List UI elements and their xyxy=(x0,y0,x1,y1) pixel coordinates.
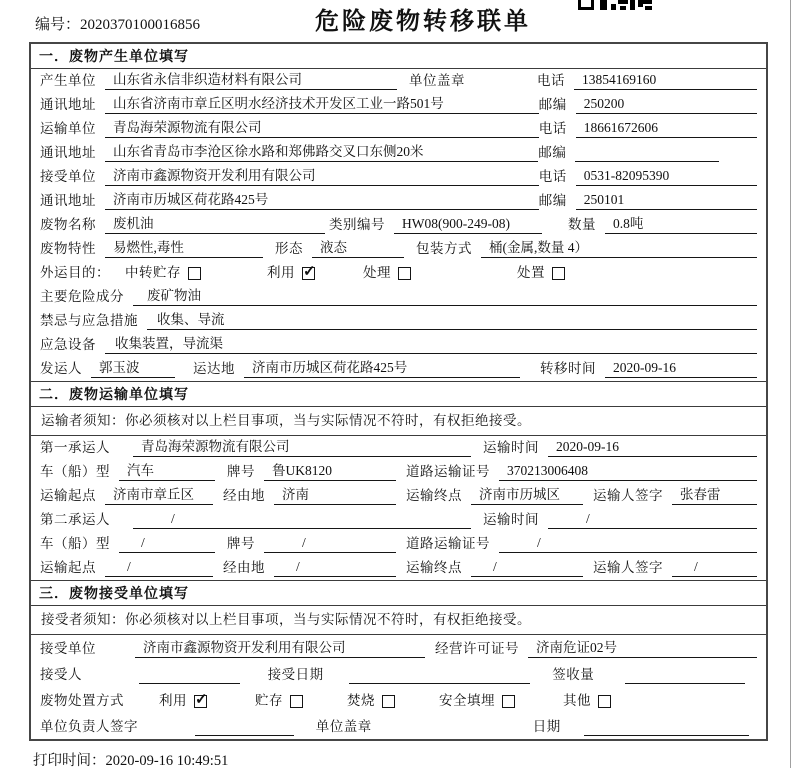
carrier1-via-label: 经由地 xyxy=(223,488,265,503)
purpose-option-use-label: 利用 xyxy=(267,265,295,280)
disposal-option-incinerate-label: 焚烧 xyxy=(347,693,375,708)
row-consignor xyxy=(31,357,766,381)
row-transporter xyxy=(31,117,766,141)
carrier2-sign-label: 运输人签字 xyxy=(593,560,663,575)
seal-label: 单位盖章 xyxy=(409,73,465,88)
row-emergency-equipment xyxy=(31,333,766,357)
carrier1-time-label: 运输时间 xyxy=(483,440,539,455)
hazard-value: 废矿物油 xyxy=(133,287,757,306)
checkbox-icon xyxy=(290,695,303,708)
carrier2-plate-value: / xyxy=(264,534,396,553)
manifest-form xyxy=(29,42,768,741)
character-value: 易燃性,毒性 xyxy=(105,239,263,258)
row-waste-name xyxy=(31,213,766,237)
head-sign-label: 单位负责人签字 xyxy=(40,719,138,734)
carrier1-plate-label: 牌号 xyxy=(227,464,255,479)
carrier1-via-value: 济南 xyxy=(274,486,396,505)
carrier2-permit-value: / xyxy=(499,534,757,553)
transporter-addr-value: 山东省青岛市李沧区徐水路和郑佛路交叉口东侧20米 xyxy=(105,143,538,162)
transporter-value: 青岛海荣源物流有限公司 xyxy=(105,119,539,138)
taboo-label: 禁忌与应急措施 xyxy=(40,313,138,328)
carrier2-label: 第二承运人 xyxy=(40,512,110,527)
producer-addr-value: 山东省济南市章丘区明水经济技术开发区工业一路501号 xyxy=(105,95,539,114)
disposal-option-use xyxy=(159,692,207,710)
section2-heading: 二．废物运输单位填写 xyxy=(31,381,766,407)
head-sign-value xyxy=(195,718,294,736)
carrier1-time-value: 2020-09-16 xyxy=(548,438,757,457)
transfer-time-value: 2020-09-16 xyxy=(605,359,757,378)
producer-addr-label: 通讯地址 xyxy=(40,97,96,112)
producer-phone-label: 电话 xyxy=(537,73,565,88)
row-head-signature xyxy=(31,713,766,739)
receiver-addr-label: 通讯地址 xyxy=(40,193,96,208)
carrier2-time-label: 运输时间 xyxy=(483,512,539,527)
carrier1-origin-value: 济南市章丘区 xyxy=(105,486,213,505)
receiver-phone-value: 0531-82095390 xyxy=(576,167,757,186)
consignor-value: 郭玉波 xyxy=(91,359,175,378)
receiver-addr-value: 济南市历城区荷花路425号 xyxy=(105,191,539,210)
waste-name-value: 废机油 xyxy=(105,215,325,234)
receiver-zip-label: 邮编 xyxy=(538,193,567,208)
destination-label: 运达地 xyxy=(193,361,235,376)
row-transporter-address xyxy=(31,141,766,165)
row-waste-character xyxy=(31,237,766,261)
carrier1-origin-label: 运输起点 xyxy=(40,488,96,503)
carrier1-value: 青岛海荣源物流有限公司 xyxy=(133,438,471,457)
print-time-value: 2020-09-16 10:49:51 xyxy=(105,753,229,769)
row-second-carrier xyxy=(31,508,766,532)
receiver-phone-label: 电话 xyxy=(538,169,567,184)
license-value: 济南危证02号 xyxy=(528,639,757,658)
transfer-time-label: 转移时间 xyxy=(540,361,596,376)
quantity-label: 数量 xyxy=(568,217,596,232)
row-taboo-measures xyxy=(31,309,766,333)
row-acceptor xyxy=(31,661,766,687)
carrier1-sign-label: 运输人签字 xyxy=(593,488,663,503)
row-hazard-component xyxy=(31,285,766,309)
purpose-option-treat-label: 处理 xyxy=(363,265,391,280)
section3-heading: 三．废物接受单位填写 xyxy=(31,580,766,606)
carrier2-origin-value: / xyxy=(105,558,213,577)
equipment-label: 应急设备 xyxy=(40,337,96,352)
checkbox-icon xyxy=(552,267,565,280)
receiver-zip-value: 250101 xyxy=(576,191,757,210)
hazard-label: 主要危险成分 xyxy=(40,289,124,304)
accept-date-label: 接受日期 xyxy=(267,667,324,682)
row-first-route xyxy=(31,484,766,508)
row-transfer-purpose xyxy=(31,261,766,285)
transporter-label: 运输单位 xyxy=(40,121,96,136)
taboo-value: 收集、导流 xyxy=(147,311,757,330)
checkbox-icon xyxy=(598,695,611,708)
quantity-value: 0.8吨 xyxy=(605,215,757,234)
received-qty-label: 签收量 xyxy=(552,667,595,682)
checkbox-icon xyxy=(188,267,201,280)
row-producer xyxy=(31,69,766,93)
print-time-label: 打印时间： xyxy=(33,753,106,769)
row-disposal-method xyxy=(31,687,766,713)
acceptor-label: 接受人 xyxy=(40,667,82,682)
acceptor-notice: 接受者须知：你必须核对以上栏目事项，当与实际情况不符时，有权拒绝接受。 xyxy=(31,606,766,635)
date-label: 日期 xyxy=(532,719,561,734)
purpose-label: 外运目的： xyxy=(40,265,110,280)
waste-name-label: 废物名称 xyxy=(40,217,96,232)
carrier2-time-value: / xyxy=(548,510,757,529)
disposal-label: 废物处置方式 xyxy=(40,693,124,708)
carrier2-via-label: 经由地 xyxy=(223,560,265,575)
purpose-option-dispose xyxy=(517,264,565,282)
producer-zip-value: 250200 xyxy=(576,95,757,114)
consignor-label: 发运人 xyxy=(40,361,82,376)
packing-label: 包装方式 xyxy=(416,241,472,256)
accept-date-value xyxy=(349,666,531,684)
category-value: HW08(900-249-08) xyxy=(394,215,542,234)
row-producer-address xyxy=(31,93,766,117)
accepting-unit-value: 济南市鑫源物资开发利用有限公司 xyxy=(135,639,425,658)
transporter-phone-label: 电话 xyxy=(538,121,567,136)
category-label: 类别编号 xyxy=(329,217,385,232)
row-first-vehicle xyxy=(31,460,766,484)
purpose-option-use xyxy=(267,264,315,282)
row-second-vehicle xyxy=(31,532,766,556)
disposal-option-storage xyxy=(255,692,303,710)
date-value xyxy=(584,718,749,736)
disposal-option-other-label: 其他 xyxy=(563,693,591,708)
carrier1-permit-value: 370213006408 xyxy=(499,462,757,481)
carrier1-end-value: 济南市历城区 xyxy=(471,486,583,505)
carrier2-vehicle-label: 车（船）型 xyxy=(40,536,110,551)
unit-seal-label: 单位盖章 xyxy=(315,719,372,734)
purpose-option-storage-label: 中转贮存 xyxy=(125,265,181,280)
checkbox-icon xyxy=(398,267,411,280)
section1-heading: 一．废物产生单位填写 xyxy=(31,44,766,69)
equipment-value: 收集装置，导流渠 xyxy=(105,335,757,354)
carrier1-vehicle-value: 汽车 xyxy=(119,462,215,481)
carrier2-plate-label: 牌号 xyxy=(227,536,255,551)
purpose-option-storage xyxy=(125,264,201,282)
carrier1-label: 第一承运人 xyxy=(40,440,110,455)
carrier1-permit-label: 道路运输证号 xyxy=(406,464,490,479)
purpose-option-dispose-label: 处置 xyxy=(517,265,545,280)
producer-label: 产生单位 xyxy=(40,73,96,88)
carrier1-end-label: 运输终点 xyxy=(406,488,462,503)
transporter-notice: 运输者须知：你必须核对以上栏目事项，当与实际情况不符时，有权拒绝接受。 xyxy=(31,407,766,436)
carrier2-end-label: 运输终点 xyxy=(406,560,462,575)
transporter-addr-label: 通讯地址 xyxy=(40,145,96,160)
checkbox-icon xyxy=(194,695,207,708)
disposal-option-use-label: 利用 xyxy=(159,693,187,708)
disposal-option-landfill-label: 安全填埋 xyxy=(439,693,495,708)
carrier1-plate-value: 鲁UK8120 xyxy=(264,462,396,481)
carrier2-end-value: / xyxy=(471,558,583,577)
receiver-value: 济南市鑫源物资开发利用有限公司 xyxy=(105,167,539,186)
print-time-line xyxy=(33,749,228,770)
page-right-edge xyxy=(790,0,791,768)
carrier1-sign-value: 张春雷 xyxy=(672,486,757,505)
receiver-label: 接受单位 xyxy=(40,169,96,184)
row-receiver-address xyxy=(31,189,766,213)
form-value: 液态 xyxy=(312,239,404,258)
carrier2-origin-label: 运输起点 xyxy=(40,560,96,575)
row-receiver xyxy=(31,165,766,189)
row-accepting-unit xyxy=(31,635,766,661)
carrier1-vehicle-label: 车（船）型 xyxy=(40,464,110,479)
qr-code-fragment xyxy=(578,0,652,11)
carrier2-permit-label: 道路运输证号 xyxy=(406,536,490,551)
carrier2-value: / xyxy=(133,510,471,529)
checkbox-icon xyxy=(382,695,395,708)
carrier2-sign-value: / xyxy=(672,558,757,577)
disposal-option-other xyxy=(563,692,611,710)
serial-value: 2020370100016856 xyxy=(80,17,201,33)
acceptor-value xyxy=(139,666,240,684)
row-first-carrier xyxy=(31,436,766,460)
disposal-option-storage-label: 贮存 xyxy=(255,693,283,708)
carrier2-via-value: / xyxy=(274,558,396,577)
row-second-route xyxy=(31,556,766,580)
disposal-option-incinerate xyxy=(347,692,395,710)
received-qty-value xyxy=(625,666,745,684)
form-label: 形态 xyxy=(275,241,303,256)
packing-value: 桶(金属,数量 4） xyxy=(481,239,757,258)
page-title: 危险废物转移联单 xyxy=(315,8,531,35)
producer-phone-value: 13854169160 xyxy=(574,71,757,90)
checkbox-icon xyxy=(502,695,515,708)
destination-value: 济南市历城区荷花路425号 xyxy=(244,359,520,378)
producer-zip-label: 邮编 xyxy=(538,97,567,112)
producer-value: 山东省永信非织造材料有限公司 xyxy=(105,71,397,90)
checkbox-icon xyxy=(302,267,315,280)
character-label: 废物特性 xyxy=(40,241,96,256)
transporter-zip-value xyxy=(575,144,719,162)
carrier2-vehicle-value: / xyxy=(119,534,215,553)
transporter-zip-label: 邮编 xyxy=(538,145,567,160)
license-label: 经营许可证号 xyxy=(435,641,519,656)
serial-label: 编号： xyxy=(35,17,81,33)
accepting-unit-label: 接受单位 xyxy=(40,641,96,656)
transporter-phone-value: 18661672606 xyxy=(576,119,757,138)
purpose-option-treat xyxy=(363,264,411,282)
disposal-option-landfill xyxy=(439,692,515,710)
